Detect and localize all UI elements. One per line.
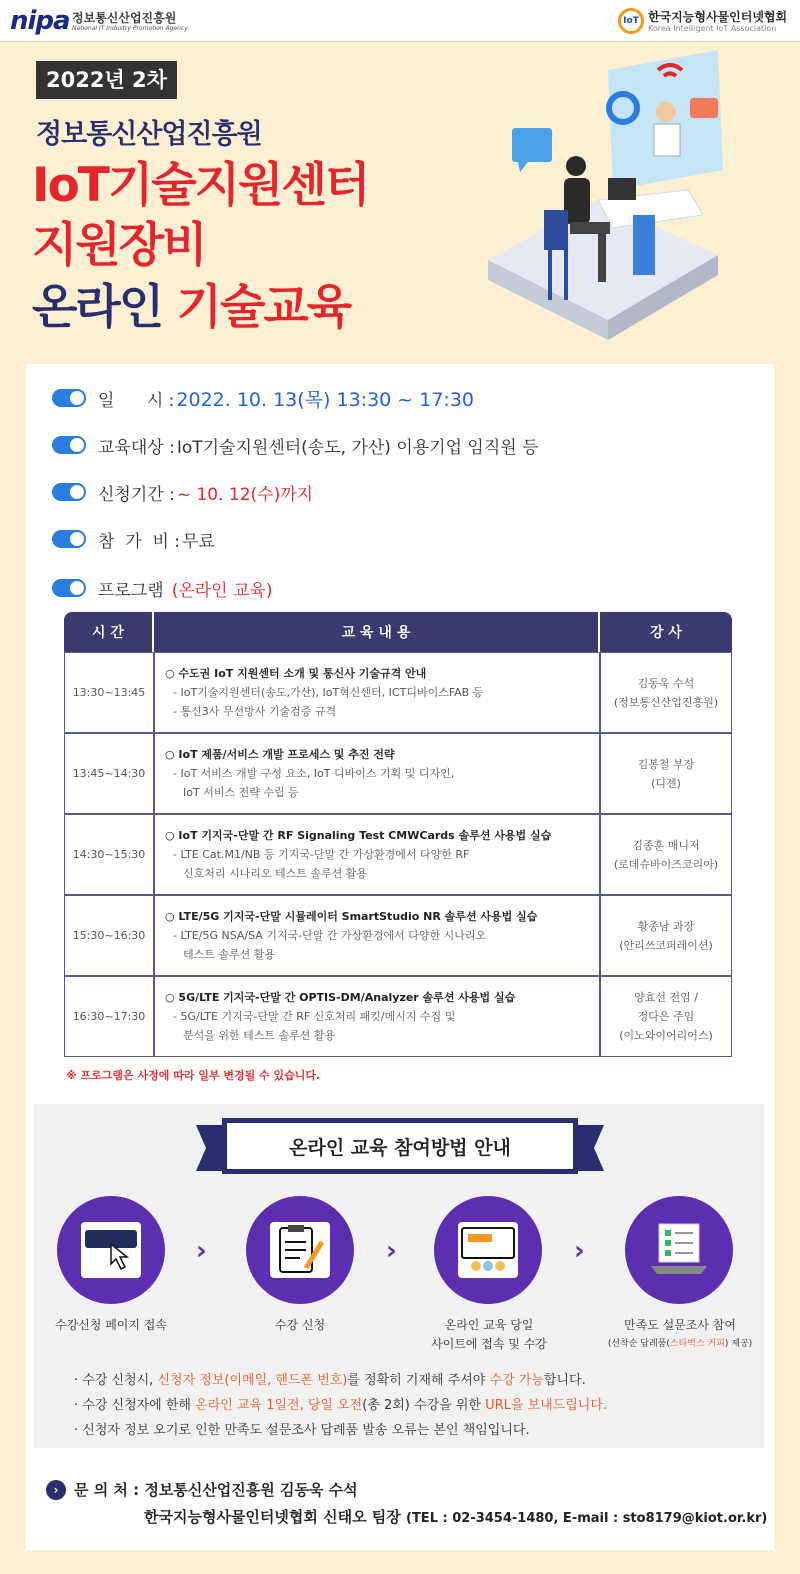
instructor-org: (로데슈바이즈코리아) [613,857,719,871]
step-3-circle [434,1196,542,1304]
table-row [64,733,732,814]
title-tech-edu: 기술교육 [176,280,351,335]
info-row-target [52,430,539,460]
title-line-2: 지원장비 [32,218,206,273]
contact-details: (TEL : 02-3454-1480, E-mail : sto8179@kiot.or.kr) [406,1511,768,1526]
chevron-circle-icon: › [46,1480,66,1500]
cell-content [154,976,600,1057]
title-line-3 [32,278,350,338]
instructor-name: 황종남 과장 [637,919,695,933]
cell-time: 15:30~16:30 [64,895,154,976]
kiot-name: 한국지능형사물인터넷협회 [648,10,788,24]
contact-line-1: 문 의 처 : 정보통신산업진흥원 김동욱 수석 [74,1481,358,1499]
cell-instructor [600,976,732,1057]
session-title: ○ IoT 제품/서비스 개발 프로세스 및 추진 전략 [165,748,395,761]
cell-time: 16:30~17:30 [64,976,154,1057]
toggle-icon [52,483,86,501]
instructor-name: 김동욱 수석 [637,676,695,690]
program-change-note: ※ 프로그램은 사정에 따라 일부 변경될 수 있습니다. [66,1069,321,1082]
guide-bullet-3: · 신청자 정보 오기로 인한 만족도 설문조사 답례품 발송 오류는 본인 책임입니다. [74,1423,530,1438]
session-detail: - LTE Cat.M1/NB 등 기지국-단말 간 가상환경에서 다양한 RF [173,848,470,861]
chevron-right-icon: › [574,1236,585,1266]
session-detail: 테스트 솔루션 활용 [183,948,276,961]
instructor-name: 양효선 전임 / [634,991,698,1004]
cell-content [154,652,600,733]
guide-bullet-1: · 수강 신청시, 신청자 정보(이메일, 핸드폰 번호)를 정확히 기재해 주셔야 수강 가능합니다. [74,1373,586,1388]
step-4-label [592,1316,768,1354]
online-class-icon [458,1222,518,1278]
step-2-circle [246,1196,354,1304]
nipa-subtitle: National IT Industry Promotion Agency [72,25,188,32]
info-value: (온라인 교육) [171,580,273,601]
info-row-period [52,477,313,507]
guide-title-ribbon [222,1118,578,1174]
info-value: 무료 [182,531,215,552]
schedule-table [64,612,732,1057]
instructor-name: 김종훈 매니저 [632,838,700,852]
chevron-right-icon: › [196,1236,207,1266]
toggle-icon [52,436,86,454]
info-value: IoT기술지원센터(송도, 가산) 이용기업 임직원 등 [176,437,539,458]
header-time: 시 간 [64,612,154,652]
info-label: 교육대상 : [98,437,175,458]
cell-time: 13:45~14:30 [64,733,154,814]
instructor-org: (디젠) [651,776,681,790]
instructor-name-2: 정다은 주임 [637,1010,695,1023]
session-detail: 분석을 위한 테스트 솔루션 활용 [183,1029,336,1042]
toggle-icon [52,530,86,548]
round-badge: 2022년 2차 [36,61,177,99]
session-detail: - 5G/LTE 기지국-단말 간 RF 신호처리 패킷/메시지 수집 및 [173,1010,456,1023]
session-detail: - IoT기술지원센터(송도,가산), IoT혁신센터, ICT디바이스FAB 등 [173,686,484,699]
title-online: 온라인 [32,280,163,335]
step-label-sub: (선착순 답례품(스타벅스 커피) 제공) [607,1339,753,1349]
session-detail: - IoT 서비스 개발 구성 요소, IoT 디바이스 기획 및 디자인, [173,767,455,780]
step-1-label [26,1316,196,1335]
step-label-text: 수강 신청 [274,1318,326,1332]
table-row [64,652,732,733]
toggle-icon [52,579,86,597]
info-value: 2022. 10. 13(목) 13:30 ~ 17:30 [176,388,474,411]
session-title: ○ 5G/LTE 기지국-단말 간 OPTIS-DM/Analyzer 솔루션 사용법 실습 [165,991,516,1004]
cell-content [154,733,600,814]
cell-content [154,814,600,895]
guide-title: 온라인 교육 참여방법 안내 [227,1123,573,1169]
nipa-name: 정보통신산업진흥원 [72,11,177,25]
step-3-label [404,1316,574,1354]
session-detail: - LTE/5G NSA/SA 기지국-단말 간 가상환경에서 다양한 시나리오 [173,929,487,942]
session-detail: IoT 서비스 전략 수립 등 [183,786,299,799]
cell-instructor [600,652,732,733]
step-4-circle [625,1196,733,1304]
info-label: 프로그램 [98,580,164,601]
cell-instructor [600,895,732,976]
instructor-org: (이노와이어리어스) [619,1029,713,1042]
info-row-date [52,383,474,413]
session-detail: 신호처리 시나리오 테스트 솔루션 활용 [183,867,368,880]
instructor-org: (안리쓰코퍼레이션) [619,938,713,952]
step-label-text: 수강신청 페이지 접속 [55,1318,167,1332]
session-title: ○ IoT 기지국-단말 간 RF Signaling Test CMWCards 솔루션 사용법 실습 [165,829,552,842]
header-content: 교 육 내 용 [154,612,600,652]
info-value: ~ 10. 12(수)까지 [176,484,314,505]
clipboard-pen-icon [270,1222,330,1278]
step-label-text: 만족도 설문조사 참여 [624,1318,736,1332]
instructor-org: (정보통신산업진흥원) [613,695,719,709]
session-title: ○ LTE/5G 기지국-단말 시뮬레이터 SmartStudio NR 솔루션 사용법 실습 [165,910,538,923]
cell-instructor [600,814,732,895]
table-row [64,976,732,1057]
table-header-row [64,612,732,652]
cell-time: 14:30~15:30 [64,814,154,895]
cell-instructor [600,733,732,814]
info-row-fee [52,524,215,554]
step-1-circle [57,1196,165,1304]
click-cursor-icon [81,1222,141,1278]
info-label: 참 가 비 : [98,531,181,552]
cell-time: 13:30~13:45 [64,652,154,733]
toggle-icon [52,389,86,407]
cell-content [154,895,600,976]
title-line-1: IoT기술지원센터 [32,158,369,213]
laptop-survey-icon [649,1222,709,1278]
session-detail: - 통신3사 무선방사 기술검증 규격 [173,705,337,718]
kiot-logo-icon: IoT [618,8,644,34]
step-label-text: 사이트에 접속 및 수강 [431,1337,547,1351]
session-title: ○ 수도권 IoT 지원센터 소개 및 통신사 기술규격 안내 [165,667,427,680]
info-label: 일 시 : [98,390,175,411]
kiot-subtitle: Korea Intelligent IoT Association [648,24,777,33]
info-label: 신청기간 : [98,484,175,505]
instructor-name: 김봉철 부장 [637,757,695,771]
table-row [64,814,732,895]
guide-bullet-2: · 수강 신청자에 한해 온라인 교육 1일전, 당일 오전(총 2회) 수강을 위한 URL을 보내드립니다. [74,1398,608,1413]
header-instructor: 강 사 [600,612,732,652]
contact-line-2: 한국지능형사물인터넷협회 신태오 팀장 (TEL : 02-3454-1480, E-mail : sto8179@kiot.or.kr) [144,1508,768,1526]
info-row-program [52,573,272,603]
org-name: 정보통신산업진흥원 [36,119,262,150]
online-education-illustration [478,50,778,355]
step-label-text: 온라인 교육 당일 [444,1318,534,1332]
step-2-label [215,1316,385,1335]
nipa-logo: nipa [10,6,70,36]
table-row [64,895,732,976]
chevron-right-icon: › [386,1236,397,1266]
